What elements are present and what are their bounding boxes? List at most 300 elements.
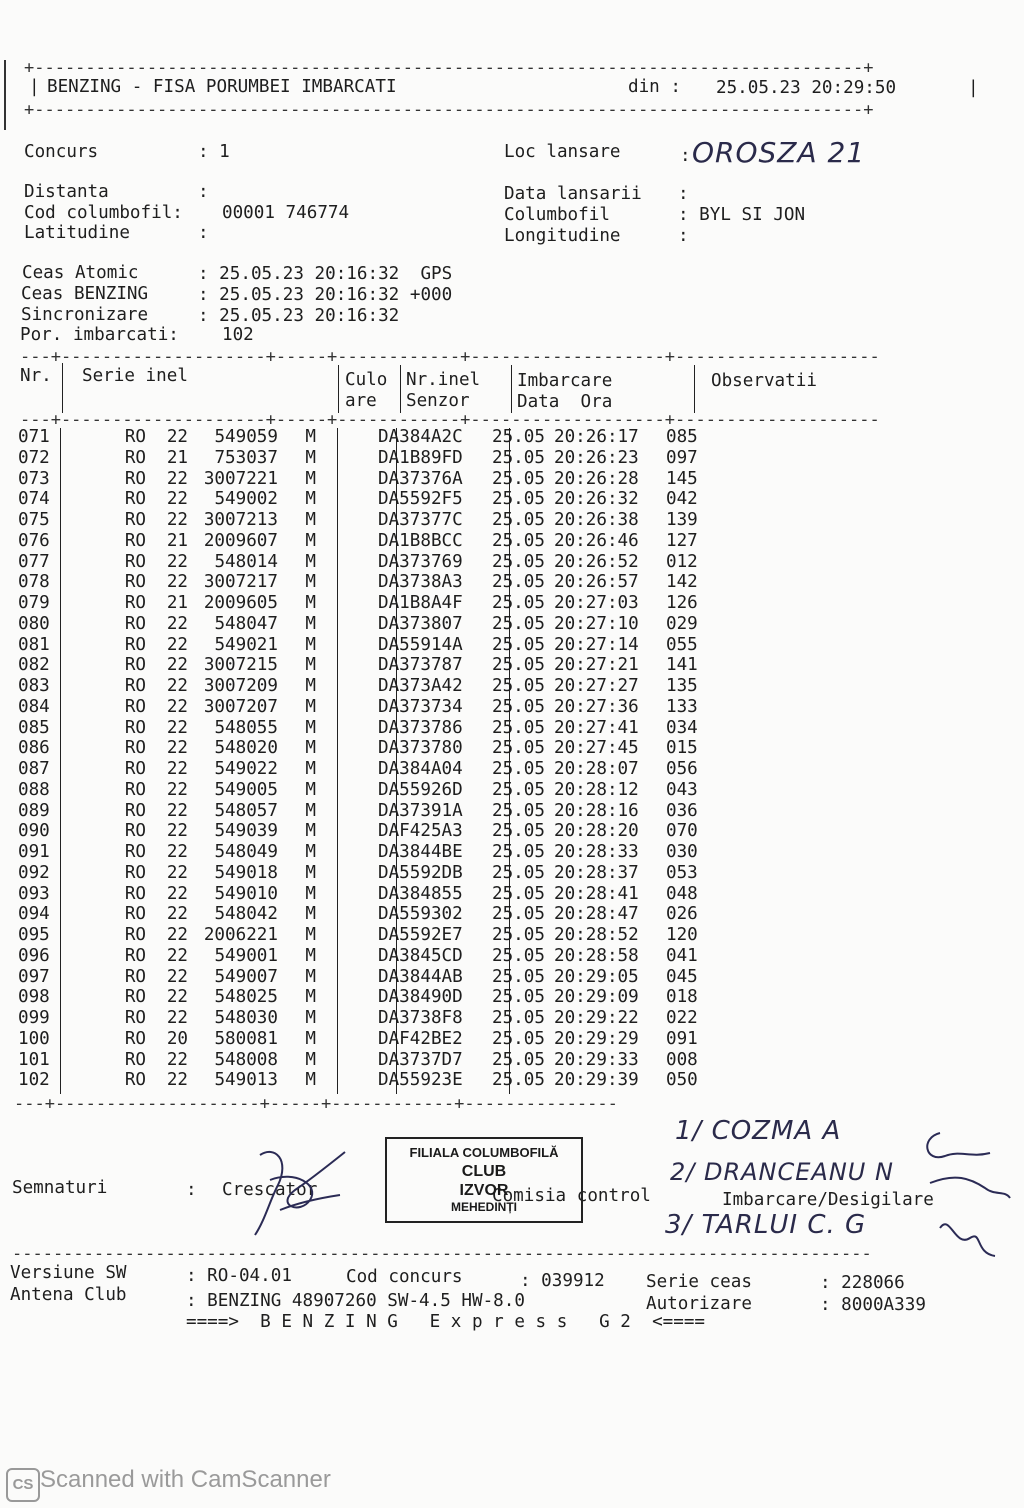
row-year: 22: [166, 883, 188, 904]
row-ring-number: 3007215: [203, 655, 278, 676]
row-sex: M: [305, 862, 316, 883]
row-sensor-id: DA384855: [378, 883, 463, 904]
row-country: RO: [124, 925, 146, 945]
row-year: 22: [166, 925, 188, 945]
row-sensor-id: DA37376A: [378, 468, 463, 489]
row-observation: 135: [666, 676, 698, 696]
table-row: [18, 780, 726, 801]
row-nr: 094: [18, 904, 50, 925]
row-country: RO: [124, 1049, 146, 1070]
row-time: 20:27:36: [554, 696, 639, 717]
table-row: [18, 863, 726, 884]
antena-label: Antena Club: [10, 1285, 127, 1305]
row-sensor-id: DA384A2C: [378, 427, 463, 447]
row-ring-number: 548057: [214, 800, 278, 821]
row-color: [316, 552, 378, 573]
col-header-observatii: Observatii: [711, 371, 817, 391]
row-country: RO: [124, 862, 146, 883]
row-color: [316, 676, 378, 697]
row-country: RO: [124, 759, 146, 779]
row-sex: M: [305, 510, 316, 530]
row-country: RO: [124, 821, 146, 842]
row-sensor-id: DA3844AB: [378, 966, 463, 987]
row-country: RO: [124, 551, 146, 572]
row-color: [316, 967, 378, 988]
row-time: 20:27:03: [554, 593, 639, 613]
row-ring-number: 753037: [214, 447, 278, 468]
row-sensor-id: DA1B8BCC: [378, 530, 463, 551]
row-date: 25.05: [492, 593, 545, 613]
row-country: RO: [124, 1070, 146, 1091]
row-sex: M: [305, 468, 316, 489]
col-header-culoare-2: are: [345, 391, 377, 411]
table-row: [18, 987, 726, 1008]
row-sensor-id: DA373780: [378, 738, 463, 759]
row-year: 22: [166, 987, 188, 1008]
row-observation: 042: [666, 489, 698, 510]
row-sex: M: [305, 613, 316, 634]
row-nr: 085: [18, 717, 50, 738]
cod-concurs-value: : 039912: [520, 1271, 605, 1291]
row-observation: 091: [666, 1028, 698, 1049]
row-nr: 083: [18, 676, 50, 696]
cod-columbofil-value: 00001 746774: [222, 203, 350, 223]
ceas-benzing-label: Ceas BENZING: [21, 284, 149, 304]
row-nr: 080: [18, 613, 50, 634]
row-observation: 141: [666, 655, 698, 676]
camscanner-logo-icon: CS: [6, 1468, 40, 1502]
longitudine-value: :: [678, 226, 689, 246]
row-country: RO: [124, 572, 146, 593]
row-date: 25.05: [492, 530, 545, 551]
row-color: [316, 614, 378, 635]
page-title: BENZING - FISA PORUMBEI IMBARCATI: [47, 77, 397, 97]
loc-lansare-sep: :: [680, 146, 691, 166]
row-date: 25.05: [492, 676, 545, 696]
row-observation: 029: [666, 613, 698, 634]
sincronizare-value: : 25.05.23 20:16:32: [198, 306, 400, 326]
commission-member-1: 1/ COZMA A: [675, 1116, 842, 1146]
row-observation: 036: [666, 800, 698, 821]
data-lansarii-label: Data lansarii: [504, 184, 642, 204]
row-color: [316, 448, 378, 469]
row-time: 20:29:33: [554, 1049, 639, 1070]
row-country: RO: [124, 966, 146, 987]
row-sensor-id: DA373769: [378, 551, 463, 572]
row-color: [316, 469, 378, 490]
row-country: RO: [124, 904, 146, 925]
row-color: [316, 1050, 378, 1071]
row-observation: 053: [666, 862, 698, 883]
row-country: RO: [124, 447, 146, 468]
row-sensor-id: DAF425A3: [378, 821, 463, 842]
row-country: RO: [124, 800, 146, 821]
row-nr: 098: [18, 987, 50, 1008]
stamp-line-3: IZVOR: [459, 1182, 509, 1199]
row-sex: M: [305, 883, 316, 904]
row-observation: 026: [666, 904, 698, 925]
row-time: 20:26:38: [554, 510, 639, 530]
row-color: [316, 801, 378, 822]
row-nr: 078: [18, 572, 50, 593]
row-time: 20:26:23: [554, 447, 639, 468]
row-date: 25.05: [492, 842, 545, 862]
commission-member-3: 3/ TARLUI C. G: [665, 1210, 867, 1240]
row-sex: M: [305, 696, 316, 717]
row-color: [316, 655, 378, 676]
row-ring-number: 549039: [214, 821, 278, 842]
cod-columbofil-label: Cod columbofil:: [24, 203, 183, 223]
row-time: 20:28:07: [554, 759, 639, 779]
autorizare-value: : 8000A339: [820, 1295, 926, 1315]
row-year: 22: [166, 696, 188, 717]
crescator-signature: [240, 1140, 350, 1240]
row-observation: 126: [666, 593, 698, 613]
row-ring-number: 548020: [214, 738, 278, 759]
row-nr: 092: [18, 862, 50, 883]
row-nr: 075: [18, 510, 50, 530]
table-row: [18, 1050, 726, 1071]
row-color: [316, 946, 378, 967]
row-sensor-id: DA373786: [378, 717, 463, 738]
row-observation: 050: [666, 1070, 698, 1091]
row-time: 20:27:14: [554, 634, 639, 655]
table-row: [18, 614, 726, 635]
row-sex: M: [305, 945, 316, 966]
footer-divider: ------------------------------------------------------------------------------------: [12, 1244, 872, 1264]
row-country: RO: [124, 427, 146, 447]
row-date: 25.05: [492, 1070, 545, 1091]
row-time: 20:26:32: [554, 489, 639, 510]
row-time: 20:28:33: [554, 842, 639, 862]
row-year: 22: [166, 862, 188, 883]
table-body: [18, 427, 726, 1091]
row-year: 22: [166, 904, 188, 925]
benzing-express-banner: ====> B E N Z I N G E x p r e s s G 2 <====: [186, 1312, 706, 1332]
row-sensor-id: DA55926D: [378, 779, 463, 800]
row-date: 25.05: [492, 1028, 545, 1049]
row-color: [316, 1008, 378, 1029]
row-ring-number: 3007213: [203, 510, 278, 530]
table-bottom-border: ---+--------------------+-----+------------+---------------: [14, 1094, 618, 1114]
row-date: 25.05: [492, 717, 545, 738]
row-color: [316, 738, 378, 759]
row-sex: M: [305, 427, 316, 447]
row-ring-number: 3007209: [203, 676, 278, 696]
row-year: 20: [166, 1028, 188, 1049]
table-row: [18, 821, 726, 842]
row-country: RO: [124, 468, 146, 489]
stamp-line-1: FILIALA COLUMBOFILĂ: [409, 1145, 559, 1160]
table-row: [18, 738, 726, 759]
serie-ceas-label: Serie ceas: [646, 1272, 752, 1292]
row-time: 20:29:05: [554, 966, 639, 987]
autorizare-label: Autorizare: [646, 1294, 752, 1314]
row-date: 25.05: [492, 551, 545, 572]
row-sensor-id: DA373787: [378, 655, 463, 676]
row-sensor-id: DA5592E7: [378, 925, 463, 945]
row-color: [316, 572, 378, 593]
concurs-value: : 1: [198, 142, 230, 162]
row-color: [316, 510, 378, 531]
row-time: 20:26:52: [554, 551, 639, 572]
row-date: 25.05: [492, 987, 545, 1008]
table-row: [18, 1008, 726, 1029]
row-sex: M: [305, 1028, 316, 1049]
row-date: 25.05: [492, 945, 545, 966]
row-year: 22: [166, 779, 188, 800]
row-time: 20:27:27: [554, 676, 639, 696]
row-ring-number: 2006221: [203, 925, 278, 945]
distanta-value: :: [198, 182, 209, 202]
row-color: [316, 427, 378, 448]
row-time: 20:29:39: [554, 1070, 639, 1091]
row-time: 20:27:10: [554, 613, 639, 634]
row-nr: 081: [18, 634, 50, 655]
row-sex: M: [305, 1008, 316, 1028]
row-sex: M: [305, 738, 316, 759]
row-sex: M: [305, 489, 316, 510]
row-time: 20:29:22: [554, 1008, 639, 1028]
table-top-border: ---+--------------------+-----+------------+-------------------+--------------------: [20, 347, 880, 367]
loc-lansare-label: Loc lansare: [504, 142, 621, 162]
row-year: 22: [166, 738, 188, 759]
cod-concurs-label: Cod concurs: [346, 1267, 463, 1287]
row-year: 22: [166, 572, 188, 593]
row-nr: 089: [18, 800, 50, 821]
table-row: [18, 967, 726, 988]
table-row: [18, 448, 726, 469]
row-country: RO: [124, 717, 146, 738]
row-year: 22: [166, 717, 188, 738]
ceas-atomic-label: Ceas Atomic: [22, 263, 139, 283]
row-sensor-id: DA559302: [378, 904, 463, 925]
row-date: 25.05: [492, 738, 545, 759]
table-row: [18, 510, 726, 531]
row-nr: 072: [18, 447, 50, 468]
row-sensor-id: DA37377C: [378, 510, 463, 530]
row-year: 22: [166, 759, 188, 779]
row-observation: 034: [666, 717, 698, 738]
row-sensor-id: DA373734: [378, 696, 463, 717]
concurs-label: Concurs: [24, 142, 99, 162]
row-color: [316, 697, 378, 718]
stamp-line-4: MEHEDINȚI: [451, 1200, 517, 1214]
row-country: RO: [124, 945, 146, 966]
col-header-nr: Nr.: [20, 366, 52, 386]
row-observation: 056: [666, 759, 698, 779]
row-observation: 145: [666, 468, 698, 489]
serie-ceas-value: : 228066: [820, 1273, 905, 1293]
row-nr: 077: [18, 551, 50, 572]
row-sex: M: [305, 447, 316, 468]
row-sex: M: [305, 904, 316, 925]
row-sex: M: [305, 717, 316, 738]
print-datetime: 25.05.23 20:29:50: [716, 78, 897, 98]
row-observation: 045: [666, 966, 698, 987]
row-nr: 076: [18, 530, 50, 551]
row-observation: 048: [666, 883, 698, 904]
por-imbarcati-label: Por. imbarcati:: [20, 325, 179, 345]
col-header-nr-inel: Nr.inel: [406, 370, 481, 390]
row-ring-number: 549013: [214, 1070, 278, 1091]
row-nr: 088: [18, 779, 50, 800]
row-sensor-id: DAF42BE2: [378, 1028, 463, 1049]
ceas-atomic-value: : 25.05.23 20:16:32 GPS: [198, 264, 453, 284]
row-ring-number: 3007217: [203, 572, 278, 593]
title-box-right-bar: |: [968, 78, 979, 98]
row-ring-number: 548014: [214, 551, 278, 572]
row-time: 20:28:41: [554, 883, 639, 904]
row-color: [316, 987, 378, 1008]
table-row: [18, 1029, 726, 1050]
row-nr: 086: [18, 738, 50, 759]
row-sensor-id: DA5592F5: [378, 489, 463, 510]
row-ring-number: 3007207: [203, 696, 278, 717]
table-row: [18, 801, 726, 822]
imbarcare-desigilare-label: Imbarcare/Desigilare: [722, 1190, 934, 1210]
row-date: 25.05: [492, 447, 545, 468]
row-time: 20:29:09: [554, 987, 639, 1008]
row-country: RO: [124, 883, 146, 904]
crescator-label: Crescator: [222, 1180, 318, 1200]
row-sex: M: [305, 655, 316, 676]
row-sensor-id: DA3737D7: [378, 1049, 463, 1070]
ceas-benzing-value: : 25.05.23 20:16:32 +000: [198, 285, 453, 305]
row-date: 25.05: [492, 468, 545, 489]
row-year: 22: [166, 655, 188, 676]
row-sex: M: [305, 925, 316, 945]
col-divider-culoare: [400, 365, 401, 413]
embarked-pigeons-table: [18, 427, 726, 1091]
row-country: RO: [124, 593, 146, 613]
row-nr: 087: [18, 759, 50, 779]
table-row: [18, 884, 726, 905]
row-sex: M: [305, 759, 316, 779]
row-nr: 099: [18, 1008, 50, 1028]
row-year: 22: [166, 468, 188, 489]
row-country: RO: [124, 530, 146, 551]
row-color: [316, 531, 378, 552]
row-date: 25.05: [492, 489, 545, 510]
row-year: 22: [166, 842, 188, 862]
row-sex: M: [305, 821, 316, 842]
row-color: [316, 1029, 378, 1050]
title-box-bottom-border: +---------------------------------------------------------------------------------+: [24, 100, 874, 120]
table-row: [18, 427, 726, 448]
row-nr: 097: [18, 966, 50, 987]
row-color: [316, 1070, 378, 1091]
row-sex: M: [305, 676, 316, 696]
row-sensor-id: DA1B8A4F: [378, 593, 463, 613]
col-header-senzor: Senzor: [406, 391, 470, 411]
comisia-control-label: Comisia control: [492, 1186, 651, 1206]
row-color: [316, 489, 378, 510]
row-ring-number: 3007221: [203, 468, 278, 489]
row-date: 25.05: [492, 572, 545, 593]
row-observation: 120: [666, 925, 698, 945]
row-sensor-id: DA373807: [378, 613, 463, 634]
table-row: [18, 759, 726, 780]
table-row: [18, 552, 726, 573]
row-ring-number: 549018: [214, 862, 278, 883]
row-date: 25.05: [492, 634, 545, 655]
row-time: 20:28:58: [554, 945, 639, 966]
row-time: 20:27:41: [554, 717, 639, 738]
row-year: 22: [166, 1070, 188, 1091]
row-date: 25.05: [492, 613, 545, 634]
row-ring-number: 549002: [214, 489, 278, 510]
title-box-left-bar: |: [29, 77, 40, 97]
row-country: RO: [124, 489, 146, 510]
row-sex: M: [305, 1049, 316, 1070]
row-color: [316, 925, 378, 946]
row-nr: 101: [18, 1049, 50, 1070]
table-row: [18, 655, 726, 676]
row-time: 20:26:17: [554, 427, 639, 447]
row-ring-number: 548049: [214, 842, 278, 862]
row-sensor-id: DA3844BE: [378, 842, 463, 862]
row-year: 22: [166, 800, 188, 821]
table-row: [18, 531, 726, 552]
row-ring-number: 549059: [214, 427, 278, 447]
row-country: RO: [124, 1028, 146, 1049]
row-year: 22: [166, 676, 188, 696]
row-date: 25.05: [492, 1049, 545, 1070]
title-box-top-border: +---------------------------------------------------------------------------------+: [24, 58, 874, 78]
row-observation: 097: [666, 447, 698, 468]
table-row: [18, 676, 726, 697]
distanta-label: Distanta: [24, 182, 109, 202]
row-observation: 030: [666, 842, 698, 862]
row-sex: M: [305, 593, 316, 613]
row-color: [316, 635, 378, 656]
row-sex: M: [305, 800, 316, 821]
stamp-line-2: CLUB: [461, 1163, 507, 1180]
por-imbarcati-value: 102: [222, 325, 254, 345]
row-year: 22: [166, 489, 188, 510]
row-nr: 073: [18, 468, 50, 489]
row-observation: 127: [666, 530, 698, 551]
row-time: 20:28:37: [554, 862, 639, 883]
row-year: 22: [166, 1049, 188, 1070]
row-date: 25.05: [492, 759, 545, 779]
row-nr: 102: [18, 1070, 50, 1091]
row-country: RO: [124, 696, 146, 717]
row-color: [316, 718, 378, 739]
row-observation: 139: [666, 510, 698, 530]
row-date: 25.05: [492, 779, 545, 800]
row-time: 20:26:46: [554, 530, 639, 551]
row-nr: 082: [18, 655, 50, 676]
row-ring-number: 548055: [214, 717, 278, 738]
row-sex: M: [305, 987, 316, 1008]
row-nr: 091: [18, 842, 50, 862]
row-sex: M: [305, 779, 316, 800]
row-ring-number: 548025: [214, 987, 278, 1008]
row-time: 20:27:21: [554, 655, 639, 676]
row-ring-number: 549022: [214, 759, 278, 779]
row-time: 20:28:47: [554, 904, 639, 925]
table-row: [18, 842, 726, 863]
row-observation: 055: [666, 634, 698, 655]
row-nr: 090: [18, 821, 50, 842]
table-row: [18, 489, 726, 510]
col-divider-serie: [338, 365, 339, 413]
row-country: RO: [124, 738, 146, 759]
row-observation: 085: [666, 427, 698, 447]
latitudine-value: :: [198, 223, 209, 243]
